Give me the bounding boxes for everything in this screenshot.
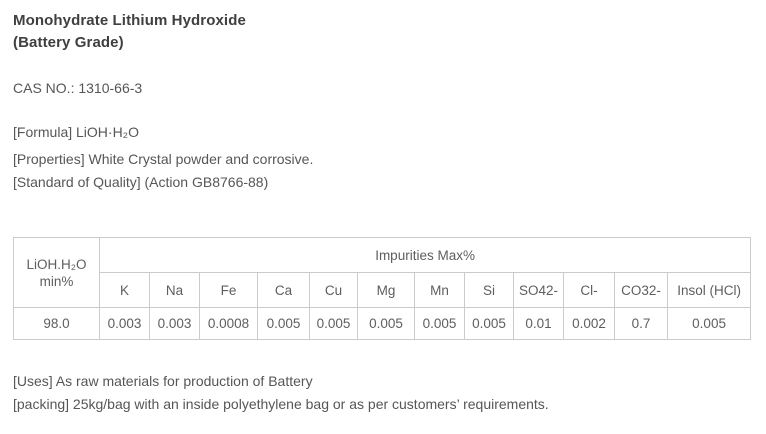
title-line-1: Monohydrate Lithium Hydroxide xyxy=(13,12,246,29)
properties-line: [Properties] White Crystal powder and corrosive. xyxy=(13,151,314,167)
formula-line: [Formula] LiOH·H₂O xyxy=(13,124,140,140)
column-header-K: K xyxy=(100,273,150,308)
value-cell-Insol-HCl: 0.005 xyxy=(668,308,751,340)
value-cell-Cu: 0.005 xyxy=(310,308,358,340)
packing-line: [packing] 25kg/bag with an inside polyethylene bag or as per customers’ requirements. xyxy=(13,396,549,412)
value-cell-CO32: 0.7 xyxy=(615,308,668,340)
uses-line: [Uses] As raw materials for production of Battery xyxy=(13,373,313,389)
value-cell-Fe: 0.0008 xyxy=(200,308,258,340)
column-header-Mn: Mn xyxy=(415,273,465,308)
column-header-Ca: Ca xyxy=(258,273,310,308)
row-header-line2: min% xyxy=(39,273,74,289)
column-header-Fe: Fe xyxy=(200,273,258,308)
value-cell-K: 0.003 xyxy=(100,308,150,340)
row-header-line1: LiOH.H₂O xyxy=(26,256,87,272)
value-cell-Si: 0.005 xyxy=(465,308,514,340)
column-header-SO42: SO42- xyxy=(514,273,564,308)
table-data-row xyxy=(14,308,751,340)
value-cell-Cl: 0.002 xyxy=(564,308,615,340)
title-line-2: (Battery Grade) xyxy=(13,34,124,51)
column-header-Si: Si xyxy=(465,273,514,308)
main-purity-value-cell: 98.0 xyxy=(14,308,100,340)
info-block xyxy=(13,121,753,194)
value-cell-SO42: 0.01 xyxy=(514,308,564,340)
column-header-CO32: CO32- xyxy=(615,273,668,308)
impurities-table xyxy=(13,237,751,340)
column-header-Na: Na xyxy=(150,273,200,308)
column-header-Cu: Cu xyxy=(310,273,358,308)
cas-number-line: CAS NO.: 1310-66-3 xyxy=(13,80,143,96)
table-header-row-1 xyxy=(14,238,751,273)
impurities-header-cell: Impurities Max% xyxy=(100,238,751,273)
column-header-Cl: Cl- xyxy=(564,273,615,308)
column-header-Insol-HCl: Insol (HCl) xyxy=(668,273,751,308)
value-cell-Mg: 0.005 xyxy=(358,308,415,340)
table-header-row-2 xyxy=(14,273,751,308)
column-header-Mg: Mg xyxy=(358,273,415,308)
page-title xyxy=(13,10,753,54)
standard-of-quality-line: [Standard of Quality] (Action GB8766-88) xyxy=(13,174,269,190)
value-cell-Mn: 0.005 xyxy=(415,308,465,340)
row-header-cell xyxy=(14,238,100,308)
footer-block xyxy=(13,370,753,416)
value-cell-Na: 0.003 xyxy=(150,308,200,340)
value-cell-Ca: 0.005 xyxy=(258,308,310,340)
